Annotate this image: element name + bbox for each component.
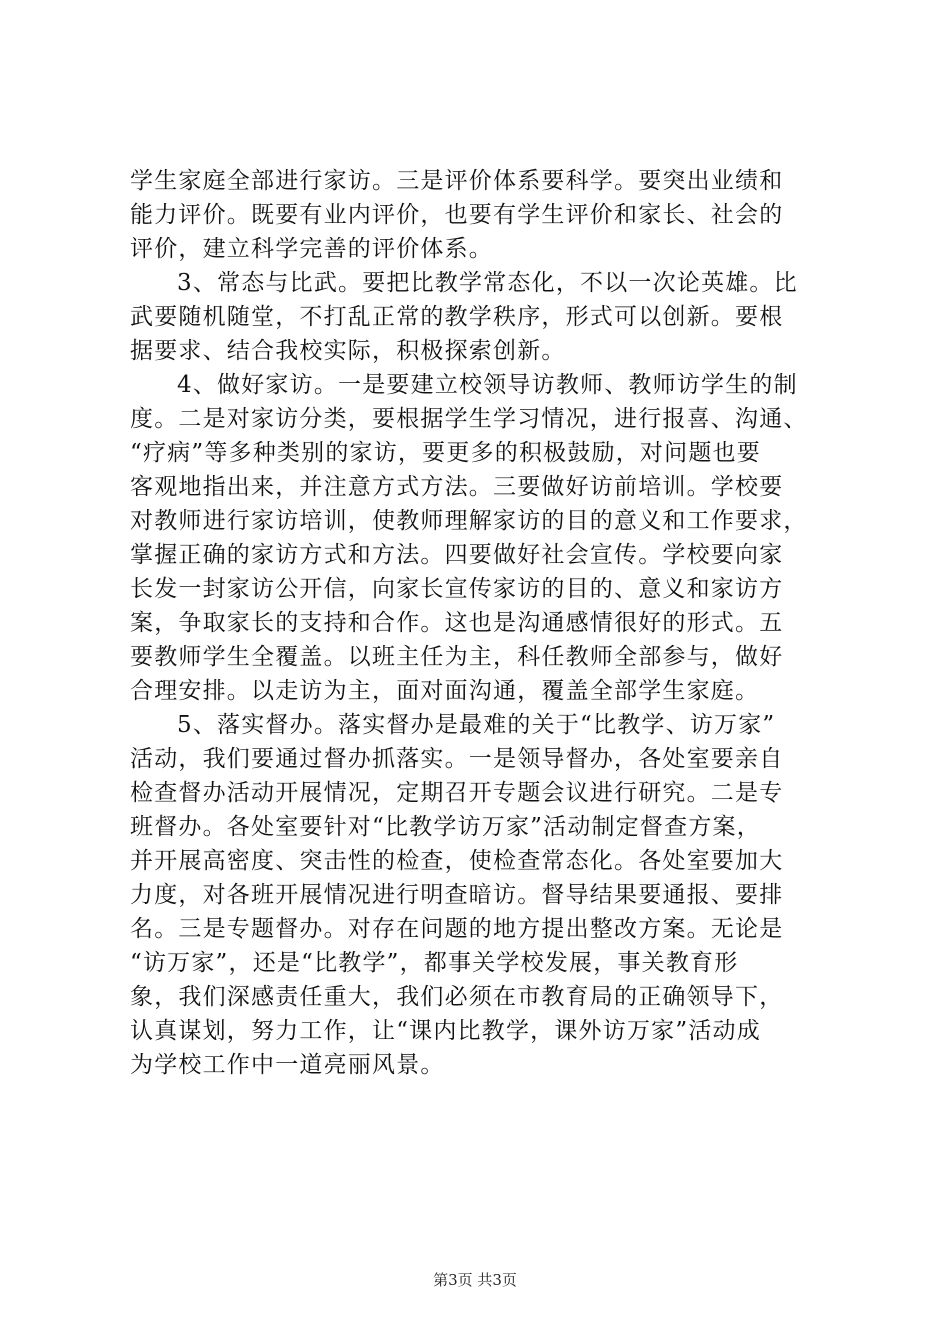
paragraph-5-first-line: 5、落实督办。落实督办是最难的关于“比教学、访万家” (177, 712, 776, 738)
text-line: 认真谋划，努力工作，让“课内比教学，课外访万家”活动成 (130, 1018, 761, 1044)
text-line: 武要随机随堂，不打乱正常的教学秩序，形式可以创新。要根 (130, 304, 784, 330)
text-line: 合理安排。以走访为主，面对面沟通，覆盖全部学生家庭。 (130, 678, 760, 704)
text-line: 案，争取家长的支持和合作。这也是沟通感情很好的形式。五 (130, 610, 784, 636)
text-line: 客观地指出来，并注意方式方法。三要做好访前培训。学校要 (130, 474, 784, 500)
text-line: 班督办。各处室要针对“比教学访万家”活动制定督查方案， (130, 814, 761, 840)
text-line: 象，我们深感责任重大，我们必须在市教育局的正确领导下， (130, 984, 784, 1010)
text-line: 长发一封家访公开信，向家长宣传家访的目的、意义和家访方 (130, 576, 784, 602)
text-line: 学生家庭全部进行家访。三是评价体系要科学。要突出业绩和 (130, 168, 784, 194)
text-line: 对教师进行家访培训，使教师理解家访的目的意义和工作要求， (130, 508, 808, 534)
text-line: “疗病”等多种类别的家访，要更多的积极鼓励，对问题也要 (130, 440, 761, 466)
text-line: 要教师学生全覆盖。以班主任为主，科任教师全部参与，做好 (130, 644, 784, 670)
paragraph-3-first-line: 3、常态与比武。要把比教学常态化，不以一次论英雄。比 (177, 270, 798, 296)
text-line: 能力评价。既要有业内评价，也要有学生评价和家长、社会的 (130, 202, 784, 228)
text-line: 为学校工作中一道亮丽风景。 (130, 1052, 445, 1078)
text-line: 度。二是对家访分类，要根据学生学习情况，进行报喜、沟通、 (130, 406, 808, 432)
text-line: 名。三是专题督办。对存在问题的地方提出整改方案。无论是 (130, 916, 784, 942)
paragraph-4-first-line: 4、做好家访。一是要建立校领导访教师、教师访学生的制 (177, 372, 798, 398)
text-line: 活动，我们要通过督办抓落实。一是领导督办，各处室要亲自 (130, 746, 784, 772)
text-line: 并开展高密度、突击性的检查，使检查常态化。各处室要加大 (130, 848, 784, 874)
text-line: 掌握正确的家访方式和方法。四要做好社会宣传。学校要向家 (130, 542, 784, 568)
text-line: 评价，建立科学完善的评价体系。 (130, 236, 493, 262)
page-number-footer: 第3页 共3页 (433, 1271, 517, 1289)
text-line: “访万家”，还是“比教学”，都事关学校发展，事关教育形 (130, 950, 739, 976)
text-line: 力度，对各班开展情况进行明查暗访。督导结果要通报、要排 (130, 882, 784, 908)
text-line: 检查督办活动开展情况，定期召开专题会议进行研究。二是专 (130, 780, 784, 806)
text-line: 据要求、结合我校实际，积极探索创新。 (130, 338, 566, 364)
